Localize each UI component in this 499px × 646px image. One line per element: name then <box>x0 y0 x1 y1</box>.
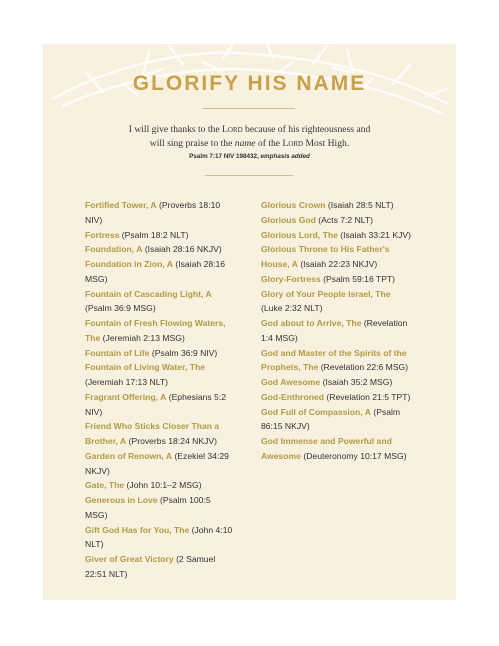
divine-name: Foundation, A <box>85 244 143 255</box>
emphasized-word: name <box>234 137 256 149</box>
citation-divider <box>205 175 293 176</box>
name-entry <box>261 375 413 390</box>
name-entry <box>85 257 235 287</box>
page-title: GLORIFY HIS NAME <box>132 72 367 95</box>
divine-name: Giver of Great Victory <box>85 554 174 564</box>
scripture-reference: (Jeremiah 17:13 NLT) <box>85 377 168 387</box>
scripture-reference: (Revelation 1:4 MSG) <box>261 318 408 343</box>
scripture-reference: (Psalm 36:9 MSG) <box>85 303 156 314</box>
name-entry <box>85 478 235 493</box>
name-entry <box>85 316 235 346</box>
divine-name: God about to Arrive, The <box>261 318 362 328</box>
divine-name: Generous in Love <box>85 495 158 505</box>
divine-name: Gift God Has for You, The <box>85 524 190 535</box>
names-column-right <box>261 198 413 464</box>
name-entry <box>85 242 235 257</box>
title-divider <box>203 108 295 109</box>
scripture-reference: (Ephesians 5:2 NIV) <box>85 391 227 417</box>
divine-name: God-Enthroned <box>261 391 325 402</box>
scripture-reference: (Psalm 86:15 NKJV) <box>261 406 401 432</box>
scripture-reference: (Acts 7:2 NLT) <box>315 214 374 225</box>
name-entry <box>85 228 235 243</box>
divine-name: Fountain of Fresh Flowing Waters, The <box>85 318 226 343</box>
divine-name: Glorious Crown <box>261 200 326 210</box>
name-entry <box>85 552 235 582</box>
name-entry <box>261 242 413 272</box>
divine-name: Fragrant Offering, A <box>85 391 167 402</box>
name-entry <box>85 360 235 390</box>
divine-name: God Full of Compassion, A <box>261 406 371 417</box>
scripture-reference: (Proverbs 18:24 NKJV) <box>126 436 217 446</box>
scripture-reference: (Isaiah 28:16 MSG) <box>85 259 226 284</box>
scripture-reference: (Isaiah 28:5 NLT) <box>325 200 394 210</box>
scripture-reference: (Psalm 59:16 TPT) <box>320 273 396 284</box>
scripture-reference: (Ezekiel 34:29 NKJV) <box>85 450 229 476</box>
scripture-quote: I will give thanks to the Lord because of his righteousness and will sing praise to the name of the Lord Most High. <box>128 124 371 149</box>
divine-name: Gate, The <box>85 480 125 491</box>
divine-name: Fortress <box>85 229 120 240</box>
name-entry <box>85 287 235 317</box>
lord-small-caps: Lord <box>222 124 243 135</box>
scripture-reference: (Luke 2:32 NLT) <box>261 303 323 314</box>
name-entry <box>85 419 235 449</box>
name-entry <box>261 213 413 228</box>
name-entry <box>261 434 413 464</box>
scripture-citation: Psalm 7:17 NIV 198432, emphasis added <box>189 153 310 160</box>
scripture-reference: (John 10:1–2 MSG) <box>124 480 202 491</box>
name-entry <box>261 390 413 405</box>
scripture-reference: (Deuteronomy 10:17 MSG) <box>300 450 407 461</box>
page-panel <box>43 44 456 600</box>
name-entry <box>261 228 413 243</box>
name-entry <box>85 523 235 553</box>
divine-name: Glorious Lord, The <box>261 229 338 240</box>
divine-name: God Awesome <box>261 377 321 387</box>
lord-small-caps: Lord <box>282 137 304 149</box>
divine-name: Fountain of Life <box>85 347 150 358</box>
scripture-reference: (Revelation 22:6 MSG) <box>318 362 409 373</box>
name-entry <box>85 449 235 479</box>
divine-name: Fortified Tower, A <box>85 200 157 210</box>
name-entry <box>85 198 235 228</box>
scripture-reference: (Psalm 36:9 NIV) <box>149 347 218 358</box>
scripture-reference: (John 4:10 NLT) <box>85 524 233 550</box>
divine-name: Fountain of Living Water, The <box>85 362 205 373</box>
names-column-left <box>85 198 235 582</box>
divine-name: Friend Who Sticks Closer Than a Brother, A <box>85 421 220 446</box>
name-entry <box>261 316 413 346</box>
divine-name: Garden of Renown, A <box>85 450 173 461</box>
name-entry <box>85 390 235 420</box>
divine-name: Glorious Throne to His Father's House, A <box>261 244 390 269</box>
scripture-reference: (Isaiah 35:2 MSG) <box>320 377 393 387</box>
name-entry <box>85 346 235 361</box>
name-entry <box>261 287 413 317</box>
scripture-reference: (Psalm 100:5 MSG) <box>85 495 211 520</box>
name-entry <box>261 405 413 435</box>
divine-name: Glory of Your People Israel, The <box>261 288 391 299</box>
scripture-reference: (Jeremiah 2:13 MSG) <box>100 332 185 343</box>
scripture-reference: (Isaiah 22:23 NKJV) <box>297 259 378 269</box>
scripture-reference: (Isaiah 28:16 NKJV) <box>142 244 222 255</box>
scripture-reference: (2 Samuel 22:51 NLT) <box>85 554 216 579</box>
divine-name: Fountain of Cascading Light, A <box>85 288 212 299</box>
name-entry <box>85 493 235 523</box>
scripture-reference: (Proverbs 18:10 NIV) <box>85 200 221 225</box>
scripture-reference: (Revelation 21:5 TPT) <box>324 391 411 402</box>
divine-name: God and Master of the Spirits of the Prophets, The <box>261 347 407 373</box>
name-entry <box>261 198 413 213</box>
scripture-reference: (Psalm 18:2 NLT) <box>119 229 189 240</box>
scripture-reference: (Isaiah 33:21 KJV) <box>337 229 411 240</box>
divine-name: Glory-Fortress <box>261 273 321 284</box>
divine-name: Glorious God <box>261 214 316 225</box>
name-entry <box>261 346 413 376</box>
divine-name: God Immense and Powerful and Awesome <box>261 436 392 461</box>
divine-name: Foundation in Zion, A <box>85 259 173 269</box>
name-entry <box>261 272 413 287</box>
